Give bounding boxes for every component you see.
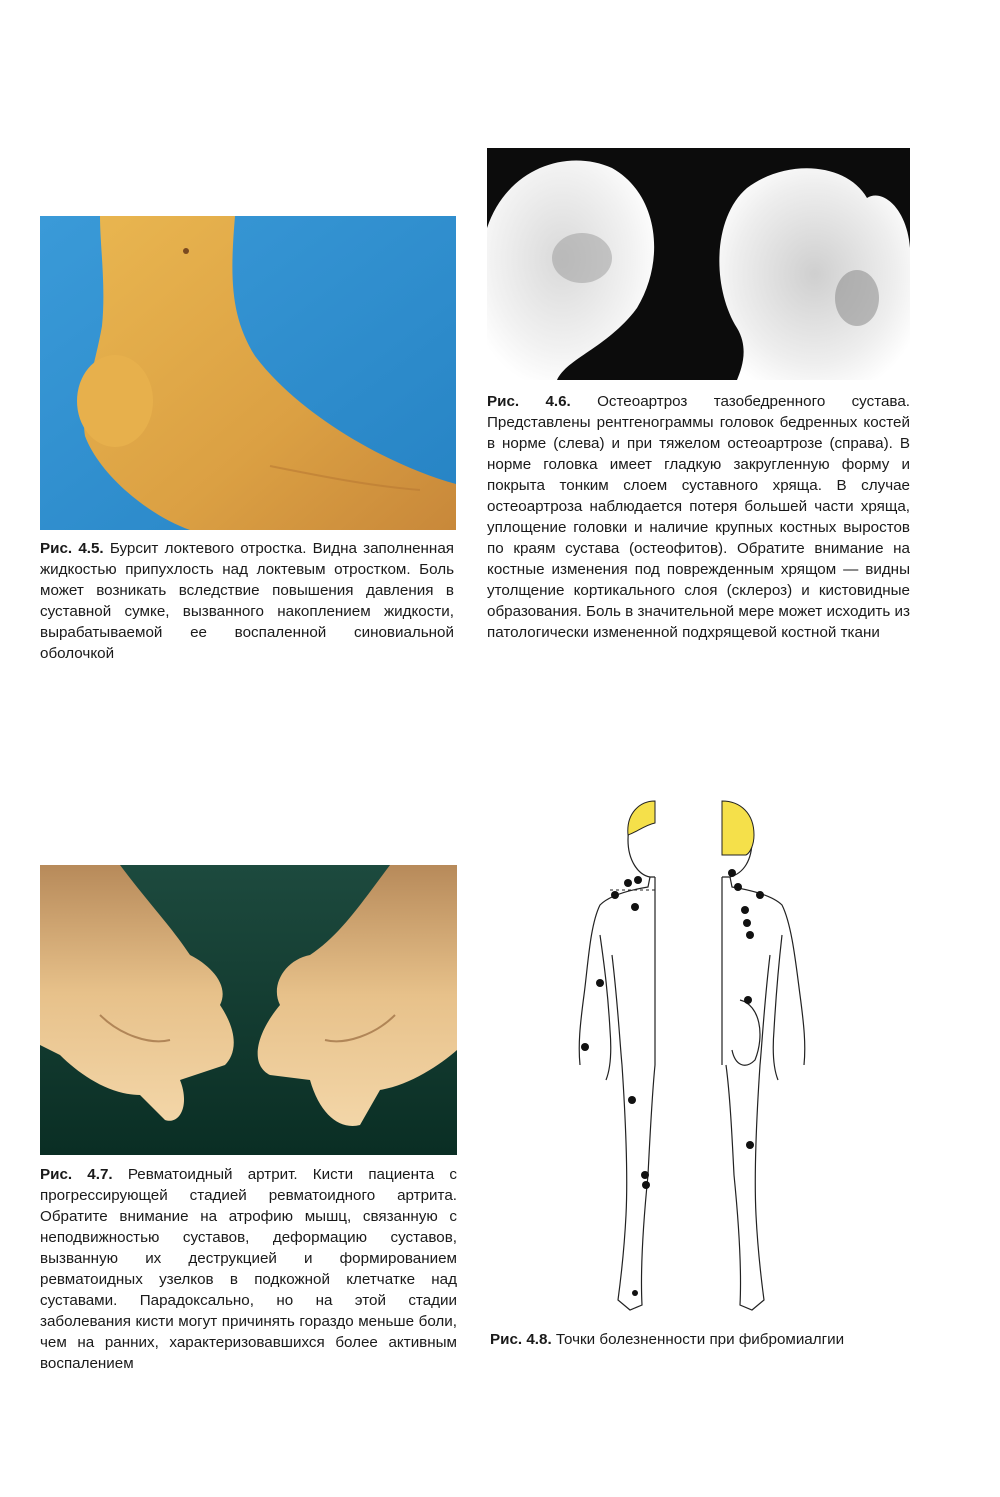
figure-4-5-image — [40, 216, 456, 530]
figure-4-8-text: Точки болезненности при фибромиалгии — [555, 1331, 845, 1348]
figure-4-7-image — [40, 865, 457, 1155]
figure-4-8-caption — [490, 1329, 910, 1350]
figure-4-6-caption — [487, 391, 910, 643]
figure-4-7-label: Рис. 4.7. — [40, 1166, 113, 1183]
figure-4-6-label: Рис. 4.6. — [487, 393, 571, 410]
figure-4-8-label: Рис. 4.8. — [490, 1331, 552, 1348]
figure-4-5-caption — [40, 538, 454, 664]
figure-4-7-caption — [40, 1164, 457, 1374]
figure-4-8-image — [560, 795, 825, 1320]
figure-4-7-text: Ревматоидный артрит. Кисти пациента с прогрессирующей стадией ревматоидного артрита. Обратите внимание на атрофию мышц, связанную с неподвижностью суставов, деформацию суставов, вызванную их деструкцией и формированием ревматоидных узелков в подкожной клетчатке над суставами. Парадоксально, но на этой стадии заболевания кисти могут причинять гораздо меньше боли, чем на ранних, характеризовавшихся более активным воспалением — [40, 1166, 457, 1372]
figure-4-5-label: Рис. 4.5. — [40, 540, 104, 557]
figure-4-6-image — [487, 148, 910, 380]
figure-4-6-text: Остеоартроз тазобедренного сустава. Представлены рентгенограммы головок бедренных костей в норме (слева) и при тяжелом остеоартрозе (справа). В норме головка имеет гладкую закругленную форму и покрыта тонким слоем суставного хряща. В случае остеоартроза наблюдается потеря большей части хряща, уплощение головки и наличие крупных костных выростов по краям сустава (остеофитов). Обратите внимание на костные изменения под поврежденным хрящом — видны утолщение кортикального слоя (склероз) и кистовидные образования. Боль в значительной мере может исходить из патологически измененной подхрящевой костной ткани — [487, 393, 910, 641]
figure-4-5-text: Бурсит локтевого отростка. Видна заполненная жидкостью припухлость над локтевым отростком. Боль может возникать вследствие повышения давления в суставной сумке, вызванного накоплением жидкости, вырабатываемой ее воспаленной синовиальной оболочкой — [40, 540, 454, 662]
